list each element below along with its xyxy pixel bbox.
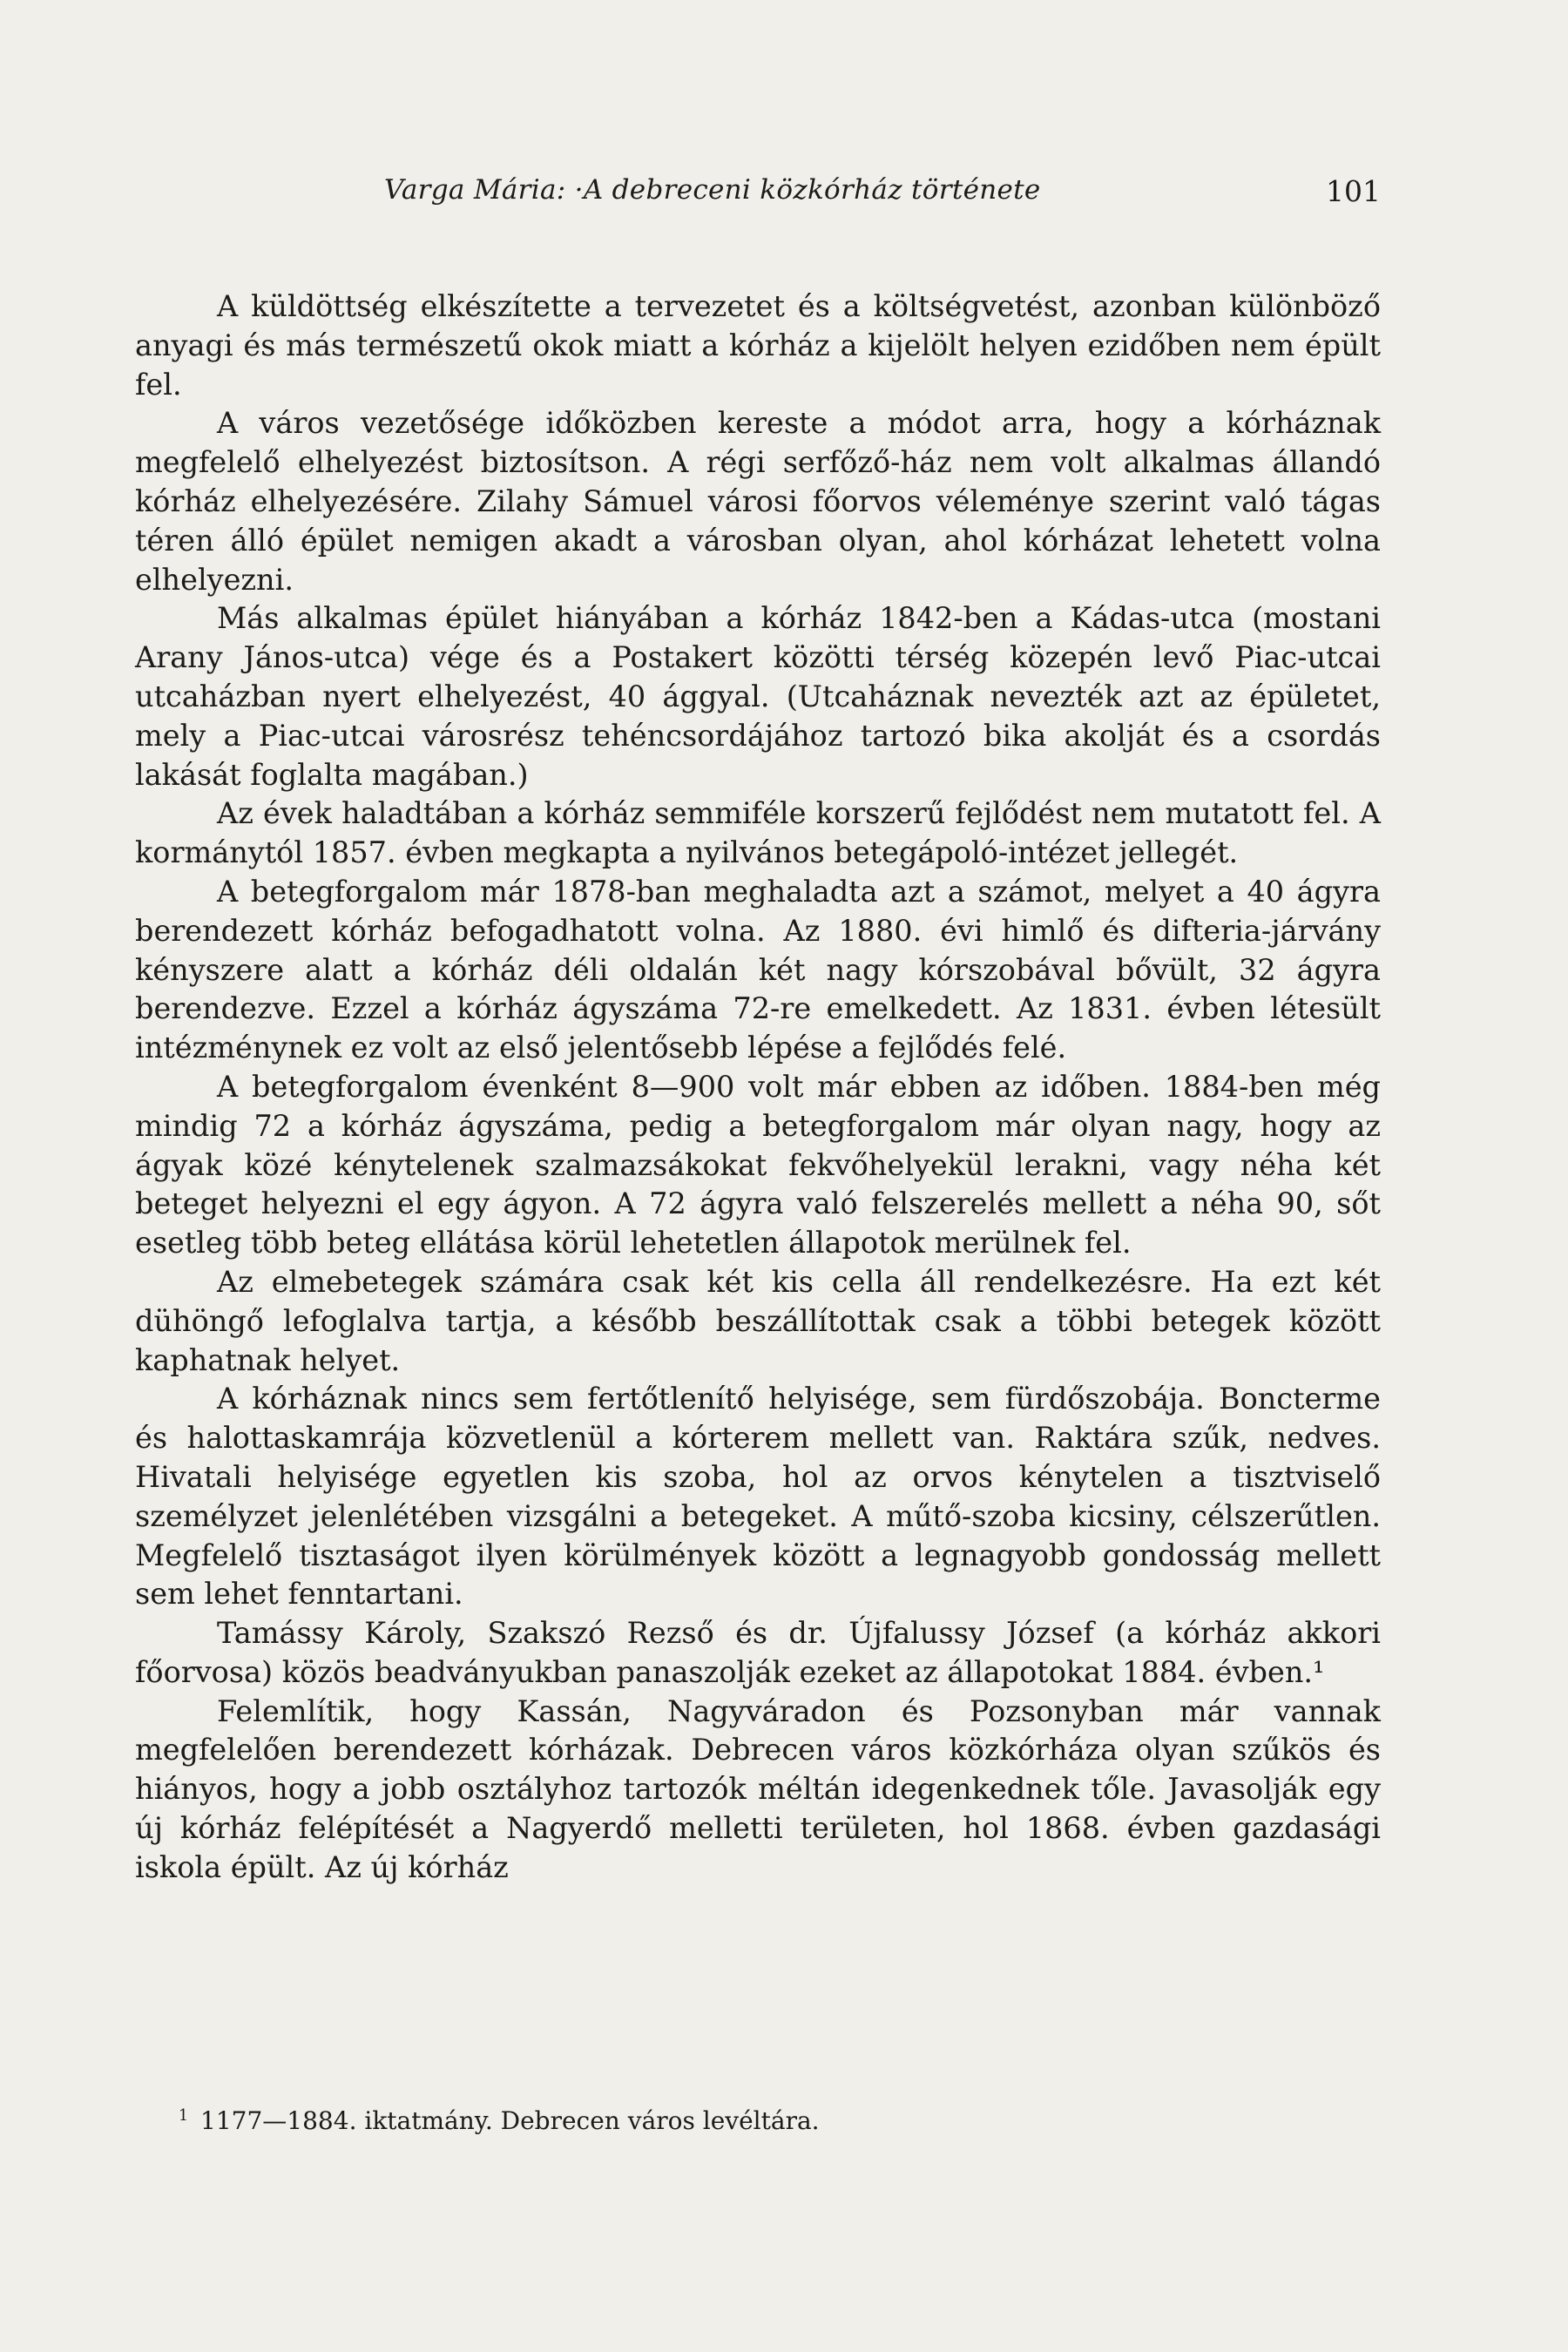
footnote-marker: 1	[179, 2107, 189, 2126]
paragraph: Az évek haladtában a kórház semmiféle korszerű fejlődést nem mutatott fel. A kormánytól 1857. évben megkapta a nyilvános betegápoló-intézet jellegét.	[135, 796, 1381, 870]
paragraph: A város vezetősége időközben kereste a módot arra, hogy a kórháznak megfelelő elhelyezést biztosítson. A régi serfőző-ház nem volt alkalmas állandó kórház elhelyezésére. Zilahy Sámuel városi főorvos véleménye szerint való tágas téren álló épület nemigen akadt a városban olyan, ahol kórházat lehetett volna elhelyezni.	[135, 406, 1381, 597]
paragraph: A betegforgalom évenként 8—900 volt már ebben az időben. 1884-ben még mindig 72 a kórház ágyszáma, pedig a betegforgalom már olyan nagy, hogy az ágyak közé kénytelenek szalmazsákokat fekvőhelyekül lerakni, vagy néha két beteget helyezni el egy ágyon. A 72 ágyra való felszerelés mellett a néha 90, sőt esetleg több beteg ellátása körül lehetetlen állapotok merülnek fel.	[135, 1069, 1381, 1260]
paragraph: Tamássy Károly, Szakszó Rezső és dr. Újfalussy József (a kórház akkori főorvosa) közös beadványukban panaszolják ezeket az állapotokat 1884. évben.¹	[135, 1616, 1381, 1689]
paragraph: Az elmebetegek számára csak két kis cella áll rendelkezésre. Ha ezt két dühöngő lefoglalva tartja, a később beszállítottak csak a többi betegek között kaphatnak helyet.	[135, 1264, 1381, 1377]
body-text	[135, 287, 1381, 1888]
paragraph: A kórháznak nincs sem fertőtlenítő helyisége, sem fürdőszobája. Boncterme és halottaskamrája közvetlenül a kórterem mellett van. Raktára szűk, nedves. Hivatali helyisége egyetlen kis szoba, hol az orvos kénytelen a tisztviselő személyzet jelenlétében vizsgálni a betegeket. A műtő-szoba kicsiny, célszerűtlen. Megfelelő tisztaságot ilyen körülmények között a legnagyobb gondosság mellett sem lehet fenntartani.	[135, 1382, 1381, 1612]
running-title: Varga Mária: ·A debreceni közkórház története	[384, 174, 1041, 206]
page-number: 101	[1326, 174, 1381, 208]
paragraph: A betegforgalom már 1878-ban meghaladta azt a számot, melyet a 40 ágyra berendezett kórház befogadhatott volna. Az 1880. évi himlő és difteria-járvány kényszere alatt a kórház déli oldalán két nagy kórszobával bővült, 32 ágyra berendezve. Ezzel a kórház ágyszáma 72-re emelkedett. Az 1831. évben létesült intézménynek ez volt az első jelentősebb lépése a fejlődés felé.	[135, 874, 1381, 1065]
footnote	[179, 2106, 820, 2135]
footnote-text: 1177—1884. iktatmány. Debrecen város levéltára.	[200, 2106, 820, 2135]
paragraph: Más alkalmas épület hiányában a kórház 1842-ben a Kádas-utca (mostani Arany János-utca) vége és a Postakert közötti térség közepén levő Piac-utcai utcaházban nyert elhelyezést, 40 ággyal. (Utcaháznak nevezték azt az épületet, mely a Piac-utcai városrész tehéncsordájához tartozó bika akolját és a csordás lakását foglalta magában.)	[135, 601, 1381, 792]
running-header	[135, 174, 1381, 218]
paragraph: Felemlítik, hogy Kassán, Nagyváradon és Pozsonyban már vannak megfelelően berendezett kórházak. Debrecen város közkórháza olyan szűkös és hiányos, hogy a jobb osztályhoz tartozók méltán idegenkednek tőle. Javasolják egy új kórház felépítését a Nagyerdő melletti területen, hol 1868. évben gazdasági iskola épült. Az új kórház	[135, 1693, 1381, 1884]
paragraph: A küldöttség elkészítette a tervezetet és a költségvetést, azonban különböző anyagi és más természetű okok miatt a kórház a kijelölt helyen ezidőben nem épült fel.	[135, 289, 1381, 402]
